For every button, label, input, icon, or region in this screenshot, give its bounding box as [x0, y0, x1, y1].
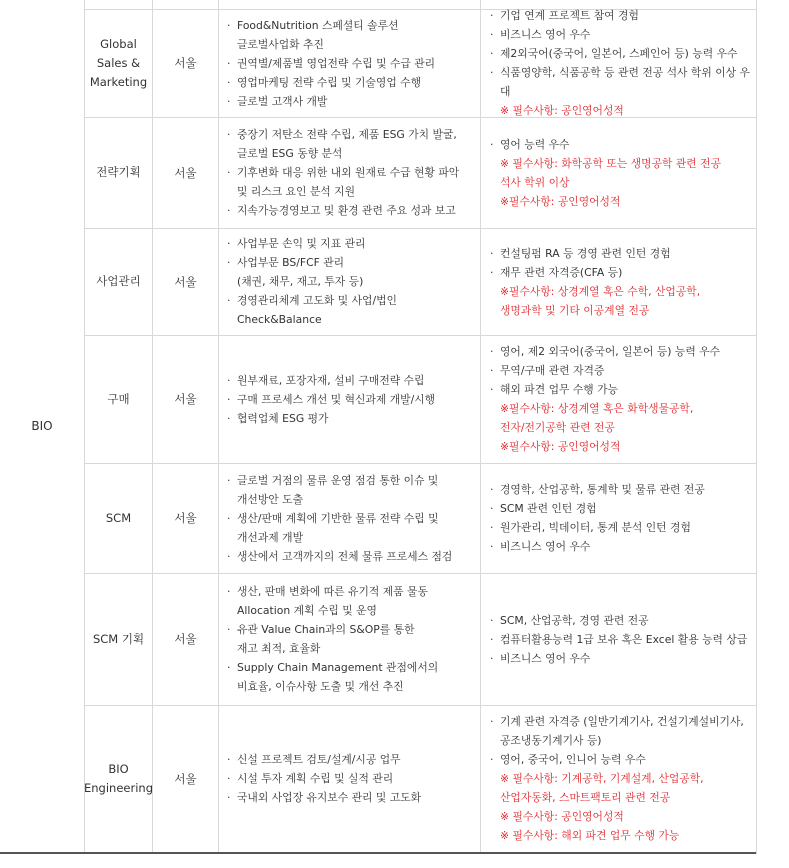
- qualification-item: · 원가관리, 빅데이터, 통계 분석 인턴 경험: [490, 518, 705, 537]
- qualification-item: · 컨설팅펌 RA 등 경영 관련 인턴 경험: [490, 244, 700, 263]
- qualifications-list: [490, 480, 705, 556]
- required-item: ※ 필수사항: 공인영어성적: [500, 810, 624, 823]
- location-text: 서울: [174, 56, 197, 70]
- duty-item: · 시설 투자 계획 수립 및 실적 관리: [227, 769, 421, 788]
- duties-cell: [227, 573, 477, 705]
- qualification-item: · 컴퓨터활용능력 1급 보유 혹은 Excel 활용 능력 상급: [490, 630, 747, 649]
- duty-item: · 중장기 저탄소 전략 수립, 제품 ESG 가치 발굴, 글로벌 ESG 동향 분석: [227, 125, 459, 163]
- divider: [756, 0, 757, 854]
- duty-item: · 국내외 사업장 유지보수 관리 및 고도화: [227, 788, 421, 807]
- duties-list: [227, 471, 452, 566]
- qualifications-list: [490, 244, 700, 320]
- duty-item: · Supply Chain Management 관점에서의 비효율, 이슈사항 도출 및 개선 추진: [227, 658, 438, 696]
- location-cell: [153, 9, 218, 117]
- dept-cell: [85, 117, 152, 228]
- required-item: ※필수사항: 상경계열 혹은 수학, 산업공학, 생명과학 및 기타 이공계열 전공: [500, 284, 701, 317]
- qualification-item: · 해외 파견 업무 수행 가능: [490, 380, 720, 399]
- duty-item: · 신설 프로젝트 검토/설계/시공 업무: [227, 750, 421, 769]
- qualification-item: · 영어, 중국어, 인니어 능력 우수: [490, 750, 744, 769]
- dept-cell: [85, 335, 152, 463]
- required-item: ※필수사항: 공인영어성적: [500, 194, 621, 208]
- duties-cell: [227, 705, 477, 852]
- qualifications-cell: [490, 9, 756, 117]
- dept-name: 전략기획: [96, 165, 141, 179]
- dept-name: BIO Engineering: [84, 761, 153, 795]
- duties-list: [227, 750, 421, 807]
- qualification-item: · 비즈니스 영어 우수: [490, 25, 756, 44]
- qualification-item: · 제2외국어(중국어, 일본어, 스페인어 등) 능력 우수: [490, 44, 756, 63]
- duty-item: · 지속가능경영보고 및 환경 관련 주요 성과 보고: [227, 201, 459, 220]
- duty-item: · 사업부문 BS/FCF 관리 (채권, 채무, 재고, 투자 등): [227, 253, 397, 291]
- location-text: 서울: [174, 392, 197, 406]
- qualification-item: · 경영학, 산업공학, 통계학 및 물류 관련 전공: [490, 480, 705, 499]
- duty-item: · 글로벌 고객사 개발: [227, 92, 435, 111]
- duty-item: · 권역별/제품별 영업전략 수립 및 수급 관리: [227, 54, 435, 73]
- duties-list: [227, 582, 438, 696]
- duty-item: · 유관 Value Chain과의 S&OP를 통한 재고 최적, 효율화: [227, 620, 438, 658]
- qualifications-list: [490, 342, 720, 456]
- duty-item: · 경영관리체계 고도화 및 사업/법인 Check&Balance: [227, 291, 397, 329]
- location-cell: [153, 228, 218, 335]
- required-item: ※ 필수사항: 공인영어성적: [500, 104, 624, 117]
- qualification-item: · 무역/구매 관련 자격증: [490, 361, 720, 380]
- qualification-item: · 비즈니스 영어 우수: [490, 537, 705, 556]
- location-text: 서울: [174, 771, 197, 786]
- qualification-item: · 기계 관련 자격증 (일반기계기사, 건설기계설비기사, 공조냉동기계기사 등): [490, 712, 744, 750]
- duty-item: · 협력업체 ESG 평가: [227, 409, 435, 428]
- qualifications-cell: [490, 573, 756, 705]
- qualifications-list: [490, 135, 721, 211]
- location-cell: [153, 463, 218, 573]
- duties-list: [227, 125, 459, 220]
- qualifications-list: [490, 6, 756, 120]
- qualification-item: · 영어 능력 우수: [490, 135, 721, 154]
- qualification-item: · 기업 연계 프로젝트 참여 경험: [490, 6, 756, 25]
- location-text: 서울: [174, 165, 197, 180]
- duties-list: [227, 234, 397, 329]
- duties-cell: [227, 228, 477, 335]
- dept-name: 사업관리: [96, 274, 141, 288]
- location-cell: [153, 117, 218, 228]
- required-item: ※ 필수사항: 화학공학 또는 생명공학 관련 전공 석사 학위 이상: [500, 156, 722, 189]
- location-text: 서울: [174, 632, 197, 646]
- division-cell: [0, 0, 84, 852]
- dept-cell: [85, 573, 152, 705]
- qualifications-list: [490, 611, 747, 668]
- duty-item: · Food&Nutrition 스페셜티 솔루션 글로벌사업화 추진: [227, 16, 435, 54]
- divider: [480, 0, 481, 854]
- qualifications-cell: [490, 228, 756, 335]
- required-item: ※ 필수사항: 해외 파견 업무 수행 가능: [500, 829, 680, 842]
- location-cell: [153, 573, 218, 705]
- table-bottom-border: [0, 852, 756, 854]
- dept-cell: [85, 705, 152, 852]
- qualification-item: · 영어, 제2 외국어(중국어, 일본어 등) 능력 우수: [490, 342, 720, 361]
- qualification-item: · SCM, 산업공학, 경영 관련 전공: [490, 611, 747, 630]
- qualifications-cell: [490, 705, 756, 852]
- duties-list: [227, 371, 435, 428]
- duties-cell: [227, 9, 477, 117]
- dept-name: SCM 기획: [92, 631, 145, 646]
- dept-name: 구매: [107, 391, 130, 406]
- required-item: ※필수사항: 공인영어성적: [500, 440, 621, 453]
- duties-cell: [227, 117, 477, 228]
- duty-item: · 글로벌 거점의 물류 운영 점검 통한 이슈 및 개선방안 도출: [227, 471, 452, 509]
- divider: [218, 0, 219, 854]
- qualifications-cell: [490, 335, 756, 463]
- division-label: BIO: [31, 419, 53, 433]
- dept-cell: [85, 228, 152, 335]
- location-text: 서울: [174, 274, 197, 289]
- qualification-item: · 비즈니스 영어 우수: [490, 649, 747, 668]
- qualification-item: · 식품영양학, 식품공학 등 관련 전공 석사 학위 이상 우대: [490, 63, 756, 101]
- qualification-item: · SCM 관련 인턴 경험: [490, 499, 705, 518]
- dept-name: SCM: [105, 510, 132, 525]
- dept-cell: [85, 9, 152, 117]
- location-cell: [153, 335, 218, 463]
- duties-list: [227, 16, 435, 111]
- required-item: ※필수사항: 상경계열 혹은 화학생물공학, 전자/전기공학 관련 전공: [500, 402, 694, 434]
- duty-item: · 사업부문 손익 및 지표 관리: [227, 234, 397, 253]
- duties-cell: [227, 463, 477, 573]
- required-item: ※ 필수사항: 기계공학, 기계설계, 산업공학, 산업자동화, 스마트팩토리 관련 전공: [500, 772, 704, 804]
- qualifications-cell: [490, 463, 756, 573]
- duty-item: · 원부재료, 포장자재, 설비 구매전략 수립: [227, 371, 435, 390]
- dept-cell: [85, 463, 152, 573]
- qualification-item: · 재무 관련 자격증(CFA 등): [490, 263, 700, 282]
- duty-item: · 구매 프로세스 개선 및 혁신과제 개발/시행: [227, 390, 435, 409]
- qualifications-list: [490, 712, 744, 845]
- duty-item: · 기후변화 대응 위한 내외 원재료 수급 현황 파악 및 리스크 요인 분석 지원: [227, 163, 459, 201]
- location-cell: [153, 705, 218, 852]
- duty-item: · 영업마케팅 전략 수립 및 기술영업 수행: [227, 73, 435, 92]
- location-text: 서울: [174, 511, 197, 525]
- duties-cell: [227, 335, 477, 463]
- duty-item: · 생산, 판매 변화에 따른 유기적 제품 물동 Allocation 계획 수립 및 운영: [227, 582, 438, 620]
- dept-name: Global Sales & Marketing: [89, 36, 148, 89]
- qualifications-cell: [490, 117, 756, 228]
- duty-item: · 생산에서 고객까지의 전체 물류 프로세스 점검: [227, 547, 452, 566]
- duty-item: · 생산/판매 계획에 기반한 물류 전략 수립 및 개선과제 개발: [227, 509, 452, 547]
